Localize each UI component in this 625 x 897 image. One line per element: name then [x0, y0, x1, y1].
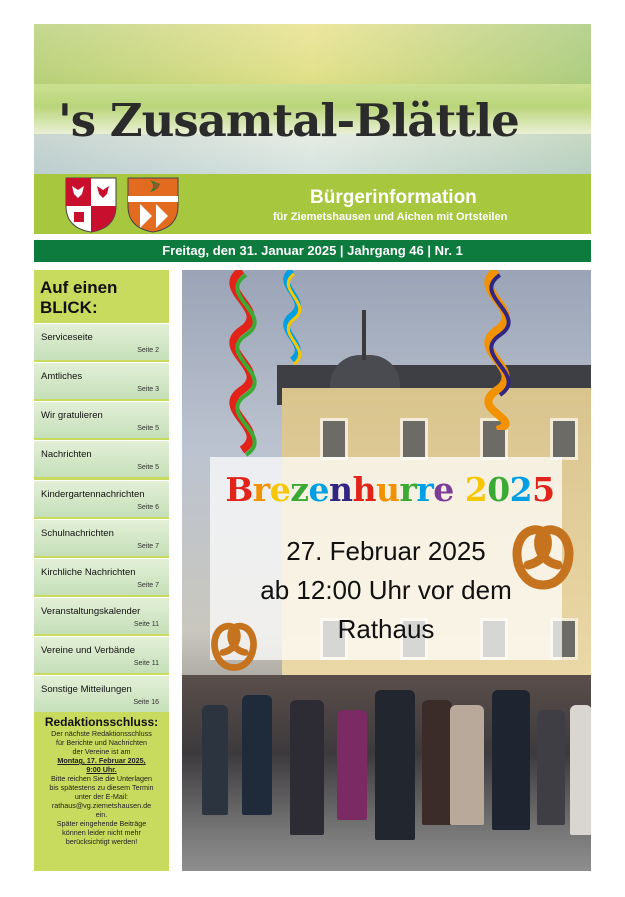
toc-item-page: Seite 11	[133, 621, 159, 628]
deadline-text: der Vereine ist am	[72, 747, 131, 756]
toc-item-label: Vereine und Verbände	[41, 645, 136, 656]
event-title-letter: r	[416, 470, 434, 509]
band-heading: Bürgerinformation	[310, 187, 477, 208]
masthead-painting	[34, 24, 591, 174]
event-location: Rathaus	[337, 614, 435, 644]
toc-item-label: Veranstaltungskalender	[41, 606, 141, 617]
toc-item-page: Seite 7	[137, 543, 159, 550]
toc-item-page: Seite 7	[137, 582, 159, 589]
event-title-letter: u	[375, 470, 400, 509]
toc-item-label: Nachrichten	[41, 449, 92, 460]
band-subheading: für Ziemetshausen und Aichen mit Ortsteilen	[273, 211, 508, 223]
crowd-person	[450, 705, 484, 825]
event-title-letter: z	[290, 470, 309, 509]
masthead-sky-wash	[34, 24, 591, 84]
toc-item[interactable]	[34, 362, 169, 399]
toc-item[interactable]	[34, 519, 169, 556]
deadline-text: unter der E-Mail:	[74, 792, 129, 801]
issue-dateline: Freitag, den 31. Januar 2025 | Jahrgang 46 | Nr. 1	[34, 240, 591, 262]
toc-item-page: Seite 5	[137, 425, 159, 432]
event-title-letter: 2	[509, 470, 533, 509]
event-title-letter: r	[252, 470, 270, 509]
deadline-heading: Redaktionsschluss:	[44, 715, 159, 729]
event-title-letter: 2	[464, 470, 488, 509]
toc-item-page: Seite 2	[137, 347, 159, 354]
crowd-person	[422, 700, 452, 825]
toc-heading	[40, 278, 117, 318]
toc-item-label: Amtliches	[41, 371, 83, 382]
streamer-decoration	[212, 270, 272, 470]
toc-item-label: Schulnachrichten	[41, 528, 114, 539]
toc-item-label: Wir gratulieren	[41, 410, 103, 421]
toc-item-page: Seite 11	[133, 660, 159, 667]
streamer-decoration	[272, 270, 312, 390]
crowd-person	[202, 705, 228, 815]
event-title-letter: e	[433, 470, 454, 509]
deadline-time: 9:00 Uhr.	[86, 765, 117, 774]
header-band	[34, 174, 591, 234]
deadline-date: Montag, 17. Februar 2025,	[57, 756, 146, 765]
deadline-notice	[34, 712, 169, 871]
toc-item-page: Seite 3	[137, 386, 159, 393]
toc-item-label: Kirchliche Nachrichten	[41, 567, 136, 578]
toc-item[interactable]	[34, 401, 169, 438]
crowd-person	[290, 700, 324, 835]
aichen-crest-icon	[126, 176, 180, 234]
deadline-text: berücksichtigt werden!	[65, 837, 138, 846]
streamer-decoration	[462, 270, 532, 430]
crowd-person	[492, 690, 530, 830]
toc-item[interactable]	[34, 558, 169, 595]
toc-item-label: Sonstige Mitteilungen	[41, 684, 132, 695]
crowd-person	[242, 695, 272, 815]
ziemetshausen-crest-icon	[64, 176, 118, 234]
toc-item-label: Serviceseite	[41, 332, 93, 343]
event-title-letter: e	[269, 470, 291, 509]
toc-item[interactable]	[34, 440, 169, 477]
toc-item[interactable]	[34, 675, 169, 712]
building-window	[400, 418, 428, 460]
toc-item-page: Seite 6	[137, 504, 159, 511]
crowd-person	[537, 710, 565, 825]
deadline-text: für Berichte und Nachrichten	[55, 738, 148, 747]
deadline-text: bis spätestens zu diesem Termin	[49, 783, 154, 792]
tower-spire	[362, 310, 366, 360]
toc-item-page: Seite 5	[137, 464, 159, 471]
deadline-text: Bitte reichen Sie die Unterlagen	[50, 774, 153, 783]
deadline-text: ein.	[95, 810, 108, 819]
toc-item-page: Seite 16	[133, 699, 159, 706]
crowd-person	[337, 710, 367, 820]
event-title-letter: n	[328, 470, 353, 509]
building-window	[550, 418, 578, 460]
toc-heading-line2: BLICK:	[40, 298, 98, 317]
crowd	[182, 675, 591, 871]
toc-item[interactable]	[34, 636, 169, 673]
event-title-letter: 0	[487, 470, 510, 509]
event-title-letter: 5	[532, 470, 555, 509]
deadline-text: Später eingehende Beiträge	[56, 819, 147, 828]
newspaper-title: 's Zusamtal-Blättle	[58, 94, 519, 147]
toc-item[interactable]	[34, 597, 169, 634]
crowd-person	[570, 705, 591, 835]
event-date: 27. Februar 2025	[286, 536, 486, 566]
deadline-text: Der nächste Redaktionsschluss	[51, 729, 152, 738]
deadline-email[interactable]: rathaus@vg.ziemetshausen.de	[51, 801, 152, 810]
toc-item[interactable]	[34, 323, 169, 360]
event-title	[220, 470, 560, 509]
crowd-person	[375, 690, 415, 840]
toc-item-label: Kindergartennachrichten	[41, 489, 145, 500]
event-title-letter: e	[308, 470, 329, 509]
pretzel-icon	[508, 515, 578, 595]
pretzel-icon	[204, 615, 264, 675]
toc-item[interactable]	[34, 480, 169, 517]
deadline-text: können leider nicht mehr	[62, 828, 141, 837]
event-title-letter	[454, 470, 465, 509]
event-title-letter: r	[399, 470, 417, 509]
event-title-letter: h	[352, 470, 376, 509]
event-time-place: ab 12:00 Uhr vor dem	[260, 575, 512, 605]
table-of-contents	[34, 270, 169, 871]
event-title-letter: B	[225, 470, 253, 509]
town-hall-photo	[182, 270, 591, 871]
building-window	[320, 418, 348, 460]
toc-heading-line1: Auf einen	[40, 278, 118, 297]
